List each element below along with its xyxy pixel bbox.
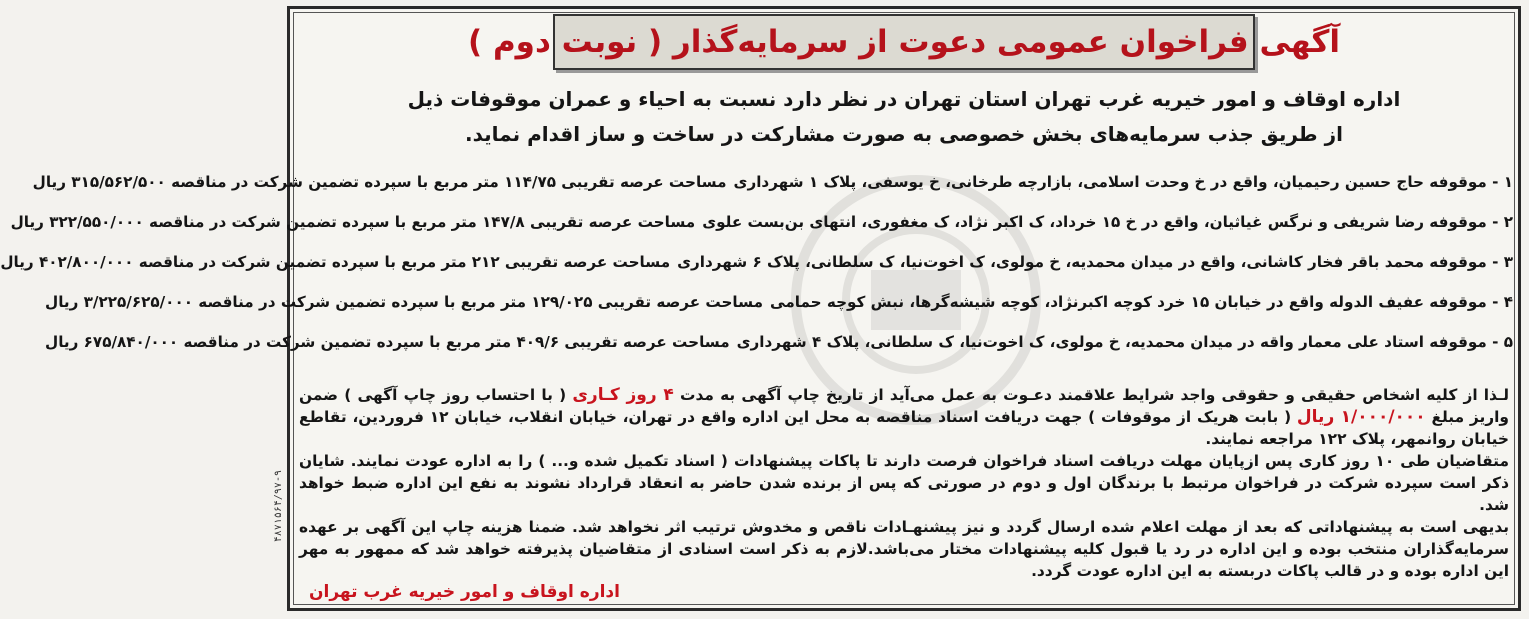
endowment-item-area: مساحت عرصه تقریبی ۴۰۹/۶ متر مربع با سپرده تضمین شرکت در مناقصه ۶۷۵/۸۴۰/۰۰۰ ریال (45, 333, 730, 351)
invitation-text-3: ( بابت هریک از موقوفات ) جهت دریافت اسناد مناقصه به محل این اداره واقع در تهران، خیابان انقلاب، خیابان ۱۲ فروردین، تقاطع خیابان روانمهر، پلاک ۱۲۲ مراجعه نمایند. (299, 408, 1509, 448)
endowment-item-desc: ۲ - موقوفه رضا شریفی و نرگس غیاثیان، واقع در خ ۱۵ خرداد، ک اکبر نژاد، ک مغفوری، انتهای بن‌بست علوی (702, 213, 1513, 231)
invitation-text-2: ( با احتساب روز چاپ آگهی ) ضمن واریز مبلغ (299, 386, 1509, 426)
paragraph-submission: متقاضیان طی ۱۰ روز کاری پس ازپایان مهلت دریافت اسناد فراخوان فرصت دارند تا پاکات پیشنهادات ( اسناد تکمیل شده و... ) را به اداره عودت نمایند. شایان ذکر است سپرده شرکت در فراخوان مرتبط با برندگان اول و دوم در صورتی که پس از برنده شدن حاضر به انعقاد قرارداد نشوند به نفع این اداره ضبط خواهد شد. (299, 452, 1509, 514)
endowment-item-1 (32, 162, 1513, 202)
side-code: ۴۸۷۱۵۶۴/۹۷-۹ (273, 470, 284, 543)
endowment-item-area: مساحت عرصه تقریبی ۱۲۹/۰۲۵ متر مربع با سپرده تضمین شرکت در مناقصه ۳/۲۲۵/۶۲۵/۰۰۰ ریال (45, 293, 763, 311)
fee-amount: ۱/۰۰۰/۰۰۰ ریال (1296, 407, 1426, 427)
endowment-list (0, 162, 1513, 362)
paragraph-invitation (299, 384, 1509, 450)
deadline-days: ۴ روز کـاری (572, 385, 674, 405)
endowment-item-area: مساحت عرصه تقریبی ۱۱۴/۷۵ متر مربع با سپرده تضمین شرکت در مناقصه ۳۱۵/۵۶۲/۵۰۰ ریال (32, 173, 727, 191)
invitation-text: لـذا از کلیه اشخاص حقیقی و حقوقی واجد شرایط علاقمند دعـوت به عمل می‌آید از تاریخ چاپ آگهی به مدت (673, 386, 1509, 404)
notice-title: آگهی فراخوان عمومی دعوت از سرمایه‌گذار ( نوبت دوم ) (468, 24, 1340, 60)
paragraph-conditions: بدیهی است به پیشنهاداتی که بعد از مهلت اعلام شده ارسال گردد و نیز پیشنهـادات ناقص و مخدوش ترتیب اثر نخواهد شد. ضمنا هزینه چاپ این آگهی بر عهده سرمایه‌گذاران منتخب بوده و این اداره در رد یا قبول کلیه پیشنهادات مختار می‌باشد.لازم به ذکر است اسنادی از متقاضیان پذیرفته خواهد شد که ممهور به مهر این اداره بوده و در قالب پاکات دربسته به این اداره عودت گردد. (299, 518, 1509, 580)
endowment-item-5 (45, 322, 1513, 362)
notice-intro (319, 82, 1489, 152)
endowment-item-4 (45, 282, 1513, 322)
notice-title-box (468, 14, 1340, 70)
endowment-item-desc: ۳ - موقوفه محمد باقر فخار کاشانی، واقع در میدان محمدیه، خ مولوی، ک اخوت‌نیا، ک سلطانی، پلاک ۶ شهرداری (677, 253, 1513, 271)
intro-line-2: از طریق جذب سرمایه‌های بخش خصوصی به صورت مشارکت در ساخت و ساز اقدام نماید. (465, 122, 1343, 146)
intro-line-1: اداره اوقاف و امور خیریه غرب تهران استان تهران در نظر دارد نسبت به احیاء و عمران موقوفات ذیل (407, 87, 1401, 111)
signature: اداره اوقاف و امور خیریه غرب تهران (309, 582, 620, 602)
endowment-item-2 (10, 202, 1513, 242)
endowment-item-desc: ۵ - موقوفه استاد علی معمار واقه در میدان محمدیه، خ مولوی، ک اخوت‌نیا، ک سلطانی، پلاک ۴ شهرداری (736, 333, 1513, 351)
endowment-item-area: مساحت عرصه تقریبی ۱۴۷/۸ متر مربع با سپرده تضمین شرکت در مناقصه ۳۲۲/۵۵۰/۰۰۰ ریال (10, 213, 696, 231)
notice-body (299, 384, 1509, 582)
endowment-item-desc: ۴ - موقوفه عفیف الدوله واقع در خیابان ۱۵ خرد کوچه اکبرنژاد، کوچه شیشه‌گرها، نبش کوچه حمامی (769, 293, 1513, 311)
endowment-item-3 (0, 242, 1513, 282)
endowment-item-desc: ۱ - موقوفه حاج حسین رحیمیان، واقع در خ وحدت اسلامی، بازارچه طرخانی، خ یوسفی، پلاک ۱ شهرداری (733, 173, 1513, 191)
endowment-item-area: مساحت عرصه تقریبی ۲۱۲ متر مربع با سپرده تضمین شرکت در مناقصه ۴۰۲/۸۰۰/۰۰۰ ریال (0, 253, 671, 271)
